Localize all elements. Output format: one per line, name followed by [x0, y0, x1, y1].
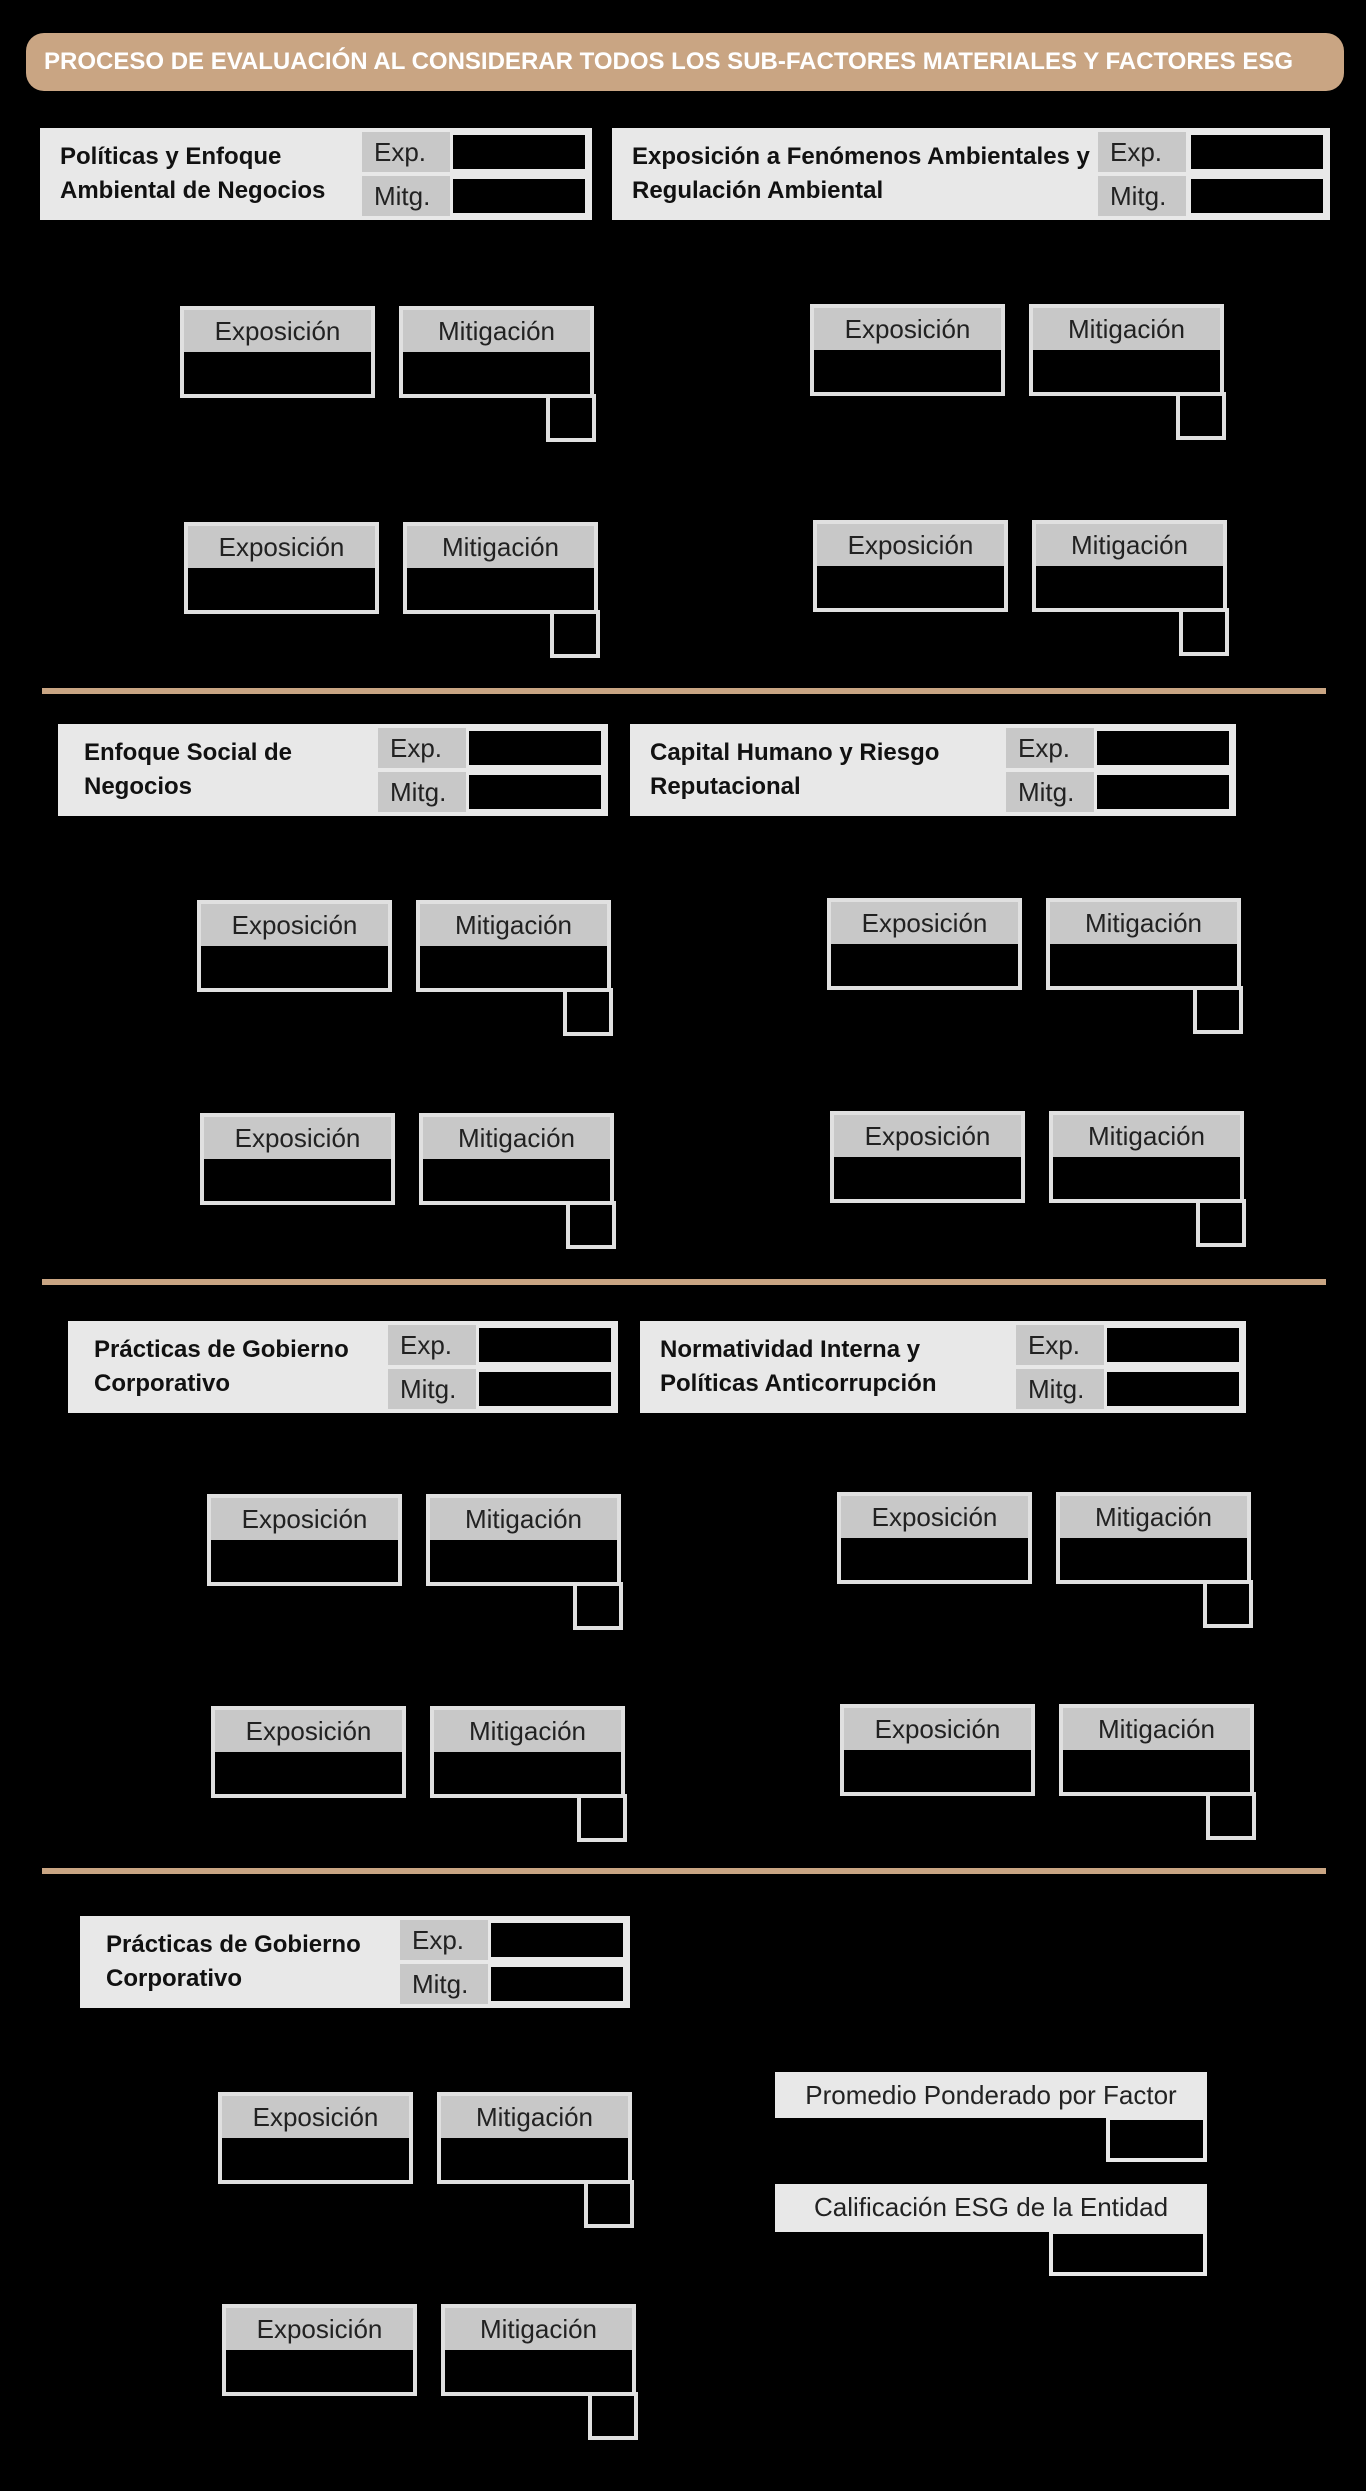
- mitigation-label: Mitigación: [1033, 308, 1220, 350]
- factor-title: Prácticas de Gobierno Corporativo: [106, 1931, 361, 1992]
- exposure-label: Exposición: [226, 2308, 413, 2350]
- factor-title: Exposición a Fenómenos Ambientales y Regulación Ambiental: [632, 143, 1090, 204]
- exp-label: Exp.: [400, 1920, 488, 1960]
- mitigation-label: Mitigación: [434, 1710, 621, 1752]
- factor-title: Enfoque Social de Negocios: [84, 739, 293, 800]
- mit-label: Mitg.: [378, 772, 466, 812]
- exp-value-field[interactable]: [476, 1325, 614, 1365]
- factor-card: [630, 724, 1236, 816]
- mit-label: Mitg.: [1006, 772, 1094, 812]
- subfactor-pair: [830, 1111, 1244, 1251]
- exposure-box[interactable]: [840, 1704, 1035, 1796]
- esg-rating-label: Calificación ESG de la Entidad: [775, 2184, 1207, 2232]
- result-box[interactable]: [563, 988, 613, 1036]
- subfactor-pair: [207, 1494, 621, 1634]
- result-box[interactable]: [1176, 392, 1226, 440]
- exp-label: Exp.: [1006, 728, 1094, 768]
- mitigation-box[interactable]: [1056, 1492, 1251, 1584]
- mit-label: Mitg.: [1098, 176, 1186, 216]
- mitigation-label: Mitigación: [441, 2096, 628, 2138]
- mitigation-label: Mitigación: [445, 2308, 632, 2350]
- mitigation-label: Mitigación: [403, 310, 590, 352]
- exposure-label: Exposición: [188, 526, 375, 568]
- weighted-average-label: Promedio Ponderado por Factor: [775, 2072, 1207, 2118]
- subfactor-pair: [200, 1113, 614, 1253]
- section-divider: [42, 1868, 1326, 1874]
- subfactor-pair: [222, 2304, 636, 2444]
- mitigation-box[interactable]: [1049, 1111, 1244, 1203]
- factor-card: [58, 724, 608, 816]
- exposure-label: Exposición: [222, 2096, 409, 2138]
- exposure-label: Exposición: [184, 310, 371, 352]
- exposure-box[interactable]: [184, 522, 379, 614]
- mitigation-label: Mitigación: [1036, 524, 1223, 566]
- weighted-average-value[interactable]: [1106, 2116, 1207, 2162]
- mitigation-box[interactable]: [419, 1113, 614, 1205]
- mitigation-box[interactable]: [1059, 1704, 1254, 1796]
- mitigation-box[interactable]: [1029, 304, 1224, 396]
- result-box[interactable]: [546, 394, 596, 442]
- mitigation-label: Mitigación: [1060, 1496, 1247, 1538]
- result-box[interactable]: [584, 2180, 634, 2228]
- exposure-label: Exposición: [831, 902, 1018, 944]
- exposure-label: Exposición: [834, 1115, 1021, 1157]
- exp-value-field[interactable]: [466, 728, 604, 768]
- exposure-label: Exposición: [204, 1117, 391, 1159]
- exposure-box[interactable]: [197, 900, 392, 992]
- page-banner: PROCESO DE EVALUACIÓN AL CONSIDERAR TODOS LOS SUB-FACTORES MATERIALES Y FACTORES ESG: [26, 33, 1344, 91]
- mit-value-field[interactable]: [450, 176, 588, 216]
- mitigation-label: Mitigación: [1063, 1708, 1250, 1750]
- result-box[interactable]: [588, 2392, 638, 2440]
- subfactor-pair: [840, 1704, 1254, 1844]
- result-box[interactable]: [1193, 986, 1243, 1034]
- mit-value-field[interactable]: [466, 772, 604, 812]
- exp-value-field[interactable]: [450, 132, 588, 172]
- mitigation-box[interactable]: [416, 900, 611, 992]
- subfactor-pair: [810, 304, 1224, 444]
- mit-label: Mitg.: [362, 176, 450, 216]
- mitigation-label: Mitigación: [430, 1498, 617, 1540]
- mitigation-label: Mitigación: [407, 526, 594, 568]
- mitigation-box[interactable]: [1032, 520, 1227, 612]
- exposure-label: Exposición: [814, 308, 1001, 350]
- subfactor-pair: [813, 520, 1227, 660]
- exposure-box[interactable]: [222, 2304, 417, 2396]
- factor-card: [40, 128, 592, 220]
- result-box[interactable]: [573, 1582, 623, 1630]
- mit-value-field[interactable]: [1094, 772, 1232, 812]
- mit-label: Mitg.: [400, 1964, 488, 2004]
- factor-title: Capital Humano y Riesgo Reputacional: [650, 739, 940, 800]
- mitigation-box[interactable]: [426, 1494, 621, 1586]
- mitigation-box[interactable]: [403, 522, 598, 614]
- result-box[interactable]: [1196, 1199, 1246, 1247]
- mit-value-field[interactable]: [476, 1369, 614, 1409]
- section-divider: [42, 688, 1326, 694]
- factor-title: Normatividad Interna y Políticas Anticorrupción: [660, 1336, 937, 1397]
- mit-label: Mitg.: [1016, 1369, 1104, 1409]
- exp-label: Exp.: [388, 1325, 476, 1365]
- exp-label: Exp.: [362, 132, 450, 172]
- exp-label: Exp.: [1016, 1325, 1104, 1365]
- subfactor-pair: [197, 900, 611, 1040]
- exposure-label: Exposición: [211, 1498, 398, 1540]
- exposure-box[interactable]: [180, 306, 375, 398]
- exp-value-field[interactable]: [1188, 132, 1326, 172]
- factor-card: [80, 1916, 630, 2008]
- result-box[interactable]: [1203, 1580, 1253, 1628]
- exposure-box[interactable]: [830, 1111, 1025, 1203]
- factor-card: [640, 1321, 1246, 1413]
- exp-label: Exp.: [1098, 132, 1186, 172]
- section-divider: [42, 1279, 1326, 1285]
- result-box[interactable]: [550, 610, 600, 658]
- exposure-label: Exposición: [215, 1710, 402, 1752]
- subfactor-pair: [837, 1492, 1251, 1632]
- result-box[interactable]: [1206, 1792, 1256, 1840]
- esg-rating-value[interactable]: [1049, 2230, 1207, 2276]
- exposure-label: Exposición: [201, 904, 388, 946]
- mitigation-label: Mitigación: [423, 1117, 610, 1159]
- exposure-box[interactable]: [827, 898, 1022, 990]
- factor-card: [68, 1321, 618, 1413]
- subfactor-pair: [218, 2092, 632, 2232]
- mitigation-label: Mitigación: [1053, 1115, 1240, 1157]
- mitigation-label: Mitigación: [1050, 902, 1237, 944]
- subfactor-pair: [211, 1706, 625, 1846]
- exposure-box[interactable]: [207, 1494, 402, 1586]
- mitigation-box[interactable]: [437, 2092, 632, 2184]
- mitigation-label: Mitigación: [420, 904, 607, 946]
- exposure-box[interactable]: [200, 1113, 395, 1205]
- exposure-label: Exposición: [817, 524, 1004, 566]
- factor-card: [612, 128, 1330, 220]
- exposure-label: Exposición: [841, 1496, 1028, 1538]
- exp-label: Exp.: [378, 728, 466, 768]
- exposure-box[interactable]: [837, 1492, 1032, 1584]
- mit-value-field[interactable]: [488, 1964, 626, 2004]
- mitigation-box[interactable]: [1046, 898, 1241, 990]
- subfactor-pair: [180, 306, 594, 446]
- mitigation-box[interactable]: [399, 306, 594, 398]
- exp-value-field[interactable]: [1104, 1325, 1242, 1365]
- exp-value-field[interactable]: [1094, 728, 1232, 768]
- result-box[interactable]: [566, 1201, 616, 1249]
- exposure-label: Exposición: [844, 1708, 1031, 1750]
- subfactor-pair: [184, 522, 598, 662]
- result-box[interactable]: [577, 1794, 627, 1842]
- mit-value-field[interactable]: [1188, 176, 1326, 216]
- exposure-box[interactable]: [218, 2092, 413, 2184]
- result-box[interactable]: [1179, 608, 1229, 656]
- subfactor-pair: [827, 898, 1241, 1038]
- exp-value-field[interactable]: [488, 1920, 626, 1960]
- mit-value-field[interactable]: [1104, 1369, 1242, 1409]
- mit-label: Mitg.: [388, 1369, 476, 1409]
- factor-title: Prácticas de Gobierno Corporativo: [94, 1336, 349, 1397]
- exposure-box[interactable]: [813, 520, 1008, 612]
- mitigation-box[interactable]: [430, 1706, 625, 1798]
- factor-title: Políticas y Enfoque Ambiental de Negocios: [60, 143, 326, 204]
- mitigation-box[interactable]: [441, 2304, 636, 2396]
- exposure-box[interactable]: [810, 304, 1005, 396]
- exposure-box[interactable]: [211, 1706, 406, 1798]
